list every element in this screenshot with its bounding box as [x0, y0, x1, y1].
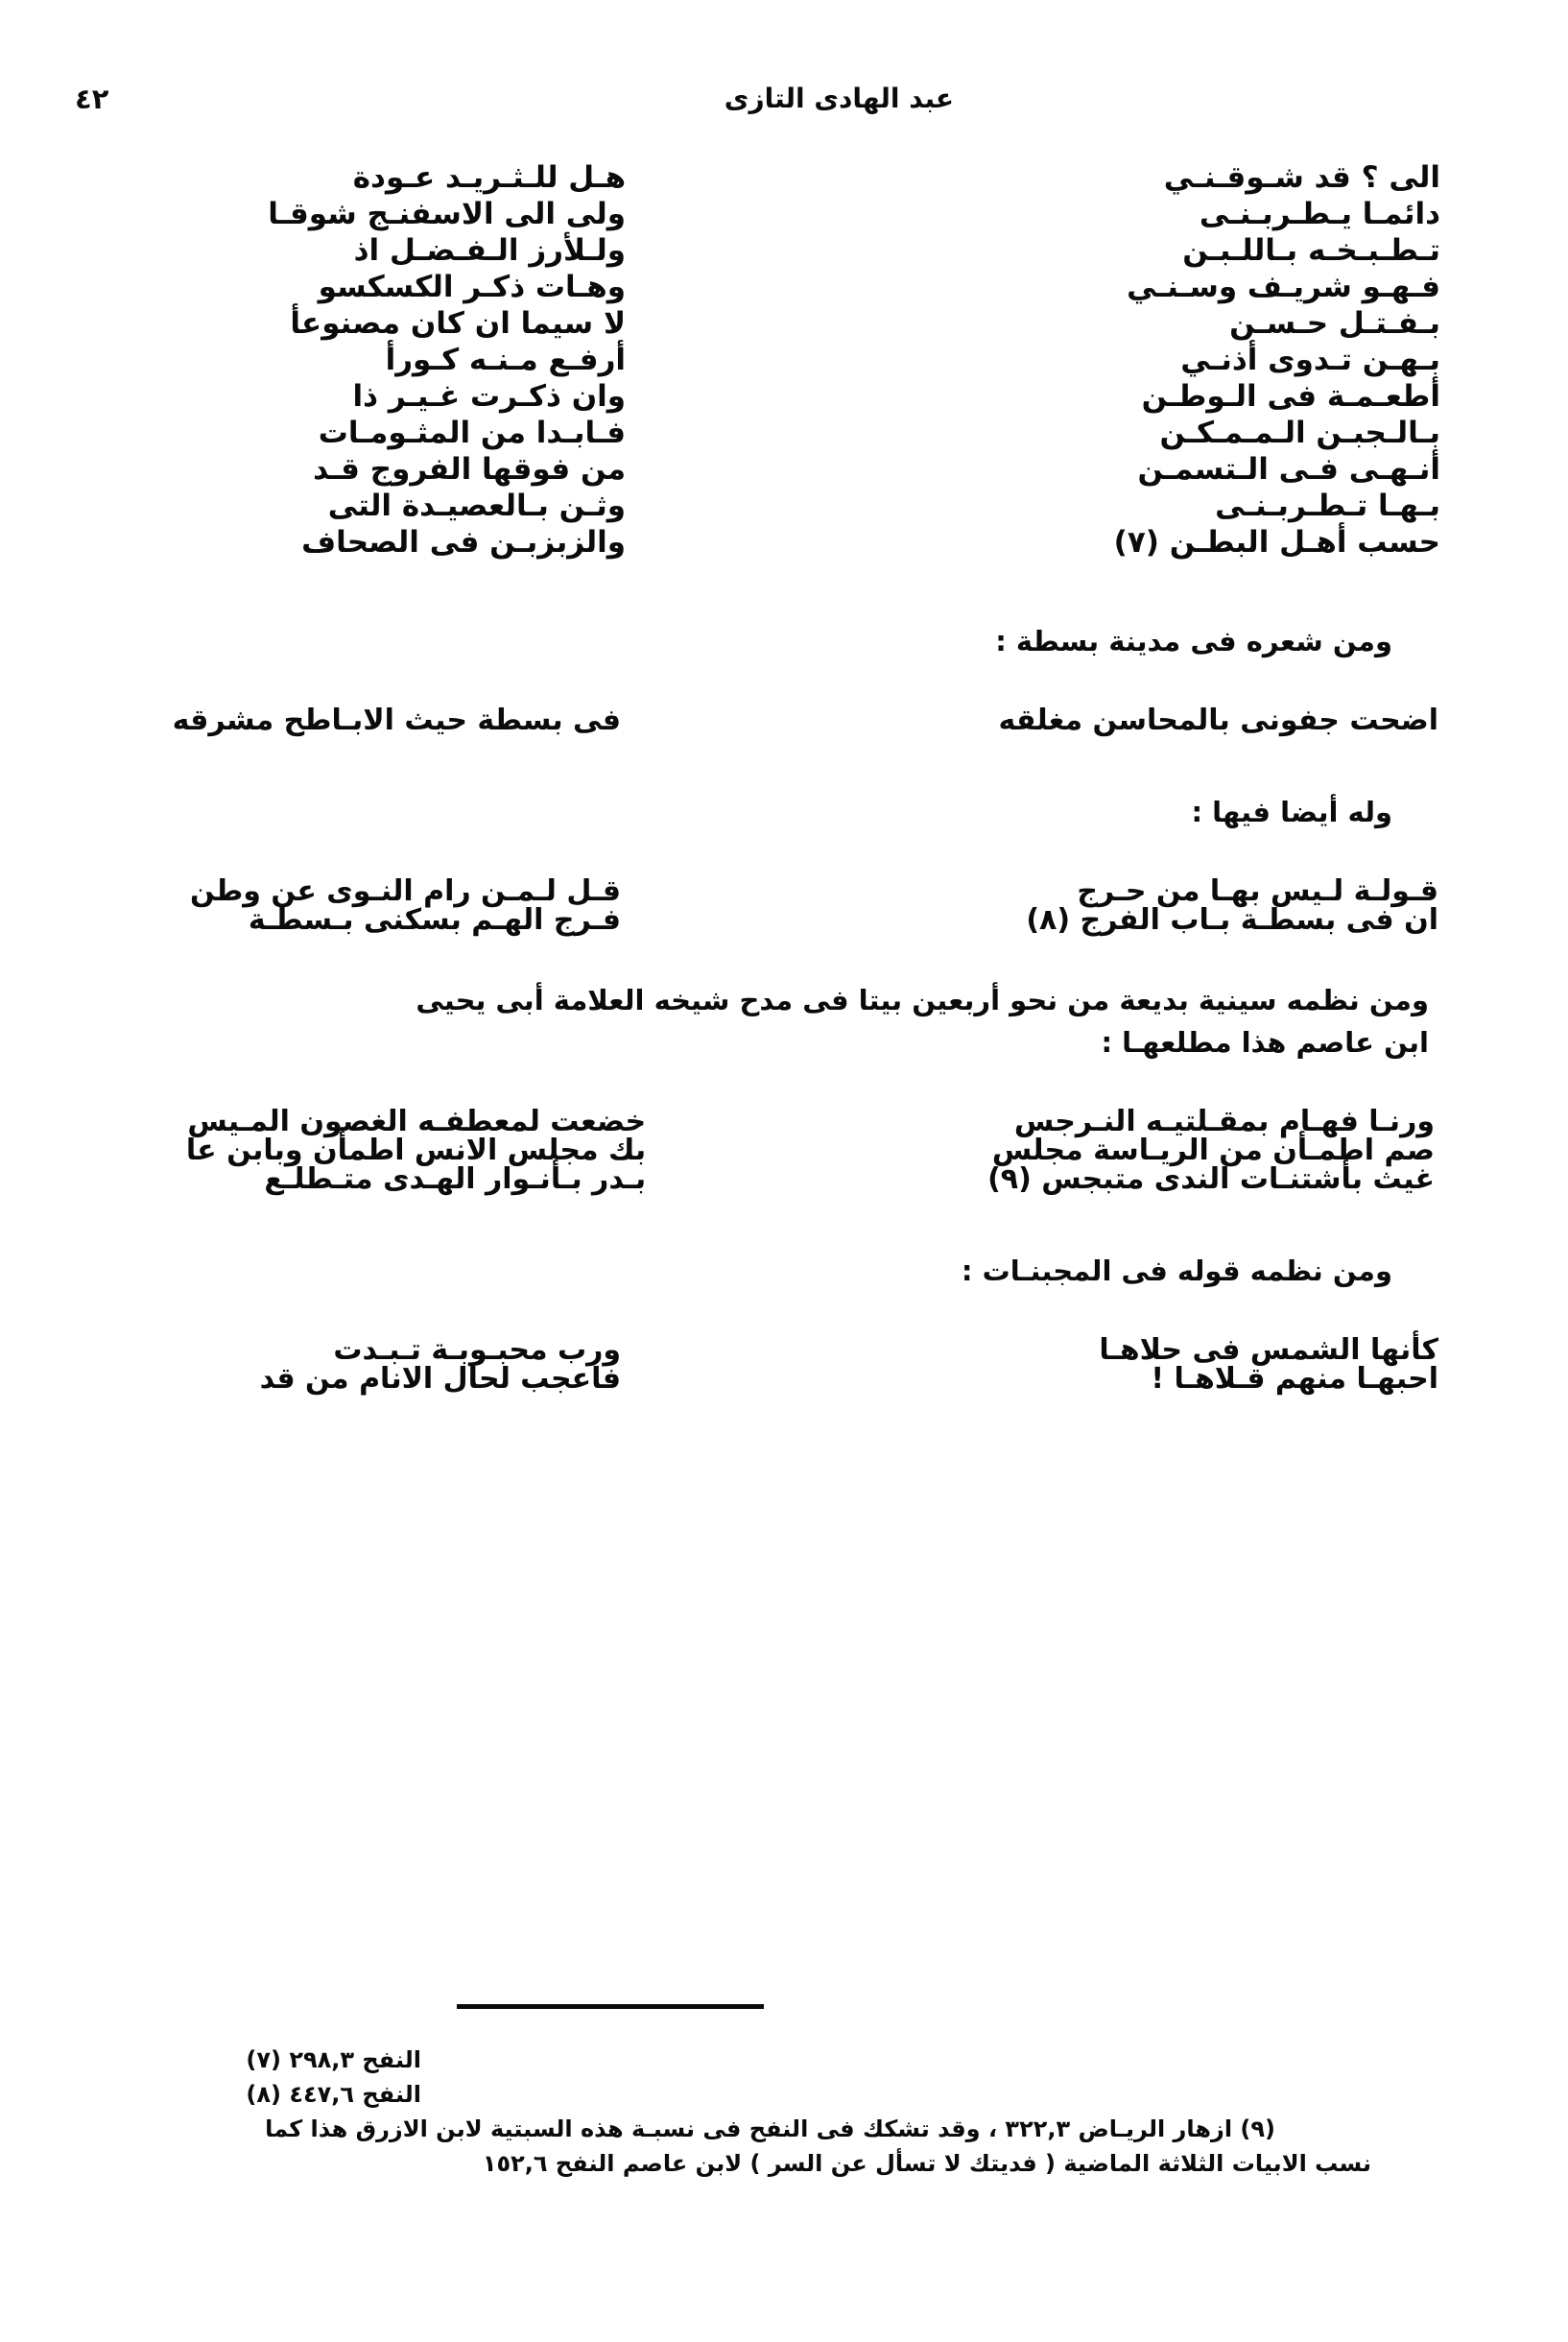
- verse-row: [113, 1162, 1467, 1197]
- section-heading-siniyya-line2: ابن عاصم هذا مطلعهـا :: [1101, 1026, 1429, 1060]
- hemistich-first: وثـن بـالعصيـدة التى: [327, 489, 627, 523]
- hemistich-second: بـفـتـل حـسـن: [1229, 306, 1440, 341]
- verse-row: [113, 306, 1467, 341]
- hemistich-first: قـل لـمـن رام النـوى عن وطن: [190, 874, 622, 909]
- footnote-9-continuation: نسب الابيات الثلاثة الماضية ( فديتك لا تسأل عن السر ) لابن عاصم النفح ١٥٢,٦: [482, 2150, 1371, 2177]
- verse-row: [113, 903, 1467, 938]
- footnote-8-text: النفح ٤٤٧,٦: [289, 2081, 421, 2108]
- running-head-author: عبد الهادى التازى: [724, 83, 954, 114]
- hemistich-second: حسب أهـل البطـن (٧): [1113, 525, 1440, 560]
- poem-thareed: [113, 160, 1467, 560]
- poem-faraj: [113, 874, 1467, 938]
- footnote-9-text: ازهار الريـاض ٣٢٢,٣ ، وقد تشكك فى النفح فى نسبـة هذه السبتية لابن الازرق هذا كما: [265, 2115, 1233, 2142]
- footnote-7-text: النفح ٢٩٨,٣: [289, 2046, 421, 2073]
- footnote-8-marker: (٨): [246, 2081, 281, 2108]
- hemistich-first: أرفـع مـنـه كـورأ: [385, 343, 627, 377]
- hemistich-second: بـهـن تـدوى أذنـي: [1180, 343, 1440, 377]
- hemistich-first: ورب محبـوبـة تـبـدت: [333, 1333, 622, 1368]
- verse-row: [113, 343, 1467, 377]
- verse-row: [113, 233, 1467, 268]
- spacer: [113, 662, 1467, 706]
- verse-row: [113, 270, 1467, 304]
- hemistich-first: ولى الى الاسفنـج شوقـا: [268, 197, 627, 231]
- hemistich-first: وان ذكـرت غـيـر ذا: [352, 379, 627, 414]
- verse-row: [113, 704, 1467, 738]
- hemistich-second: أطعـمـة فى الـوطـن: [1141, 379, 1440, 414]
- footnote-9: [113, 2112, 1467, 2146]
- hemistich-second: بـهـا تـطـربـنـى: [1215, 489, 1440, 523]
- hemistich-second: قـولـة لـيس بهـا من حـرج: [1077, 874, 1438, 909]
- hemistich-first: فاعجب لحال الانام من قد: [259, 1362, 622, 1397]
- verse-row: [113, 379, 1467, 414]
- section-heading-siniyya-line1: ومن نظمه سينية بديعة من نحو أربعين بيتا فى مدح شيخه العلامة أبى يحيى: [416, 984, 1429, 1017]
- verse-row: [113, 1362, 1467, 1397]
- section-heading-basta: ومن شعره فى مدينة بسطة :: [995, 625, 1392, 657]
- hemistich-second: الى ؟ قد شـوقـنـي: [1163, 160, 1440, 195]
- hemistich-second: احبهـا منهم قـلاهـا !: [1151, 1362, 1438, 1397]
- section-heading-mujabbanat: ومن نظمه قوله فى المجبنـات :: [961, 1255, 1392, 1288]
- spacer: [113, 564, 1467, 620]
- verse-row: [113, 197, 1467, 231]
- hemistich-first: ولـلأرز الـفـضـل اذ: [353, 233, 627, 268]
- verse-row: [113, 874, 1467, 909]
- verse-row: [113, 160, 1467, 195]
- verse-row: [113, 525, 1467, 560]
- hemistich-first: فى بسطة حيث الابـاطح مشرقه: [172, 704, 622, 738]
- hemistich-second: ان فى بسطـة بـاب الفرج (٨): [1026, 903, 1438, 938]
- footnote-8: [113, 2077, 1467, 2112]
- page-body: [0, 160, 1568, 1397]
- footnote-separator-rule: [457, 2004, 764, 2009]
- hemistich-second: غيث بأشتنـات الندى متبجس (٩): [987, 1162, 1435, 1197]
- hemistich-second: صم اطمـأن من الريـاسة مجلس: [991, 1134, 1435, 1168]
- hemistich-first: فـابـدا من المثـومـات: [318, 416, 627, 450]
- hemistich-first: بـدر بـأنـوار الهـدى متـطلـع: [264, 1162, 647, 1197]
- hemistich-first: خضعت لمعطفـه الغصون المـيس: [187, 1105, 647, 1139]
- hemistich-second: تـطـبـخـه بـاللـبـن: [1182, 233, 1440, 268]
- hemistich-first: وهـات ذكـر الكسكسو: [318, 270, 627, 304]
- poem-mujabbanat: [113, 1333, 1467, 1397]
- footnote-7-marker: (٧): [246, 2046, 281, 2073]
- hemistich-second: اضحت جفونى بالمحاسن مغلقه: [998, 704, 1438, 738]
- footnote-9-marker: (٩): [1240, 2115, 1275, 2142]
- hemistich-second: بـالـجبـن الـمـمـكـن: [1159, 416, 1440, 450]
- spacer: [113, 935, 1467, 979]
- footnote-7: [113, 2043, 1467, 2077]
- hemistich-first: من فوقها الفروج قـد: [313, 452, 627, 487]
- hemistich-first: فـرج الهـم بسكنى بـسطـة: [248, 903, 622, 938]
- hemistich-second: فـهـو شريـف وسـنـي: [1127, 270, 1440, 304]
- hemistich-second: دائمـا يـطـربـنـى: [1199, 197, 1440, 231]
- hemistich-second: ورنـا فهـام بمقـلتيـه النـرجس: [1013, 1105, 1435, 1139]
- spacer: [113, 1063, 1467, 1108]
- verse-row: [113, 1333, 1467, 1368]
- hemistich-second: كأنها الشمس فى حلاهـا: [1099, 1333, 1438, 1368]
- hemistich-first: والزبزبـن فى الصحاف: [301, 525, 627, 560]
- spacer: [113, 1292, 1467, 1336]
- spacer: [113, 735, 1467, 791]
- footnotes-block: [0, 2043, 1568, 2181]
- page-number: ٤٢: [75, 83, 109, 115]
- verse-row: [113, 418, 1467, 448]
- running-head: [0, 83, 1568, 140]
- verse-row: [113, 1134, 1467, 1168]
- hemistich-first: بك مجلس الانس اطمأن وبابن عا: [185, 1134, 647, 1168]
- poem-siniyya: [113, 1105, 1467, 1197]
- poem-basta: [113, 704, 1467, 738]
- verse-row: [113, 1105, 1467, 1139]
- spacer: [113, 833, 1467, 877]
- section-heading-also: وله أيضا فيها :: [1191, 796, 1392, 829]
- verse-row: [113, 491, 1467, 521]
- spacer: [113, 1194, 1467, 1250]
- hemistich-first: لا سيما ان كان مصنوعأ: [290, 306, 627, 341]
- verse-row: [113, 452, 1467, 487]
- hemistich-first: هـل للـثـريـد عـودة: [352, 160, 627, 195]
- hemistich-second: أنـهـى فـى الـتسمـن: [1137, 452, 1440, 487]
